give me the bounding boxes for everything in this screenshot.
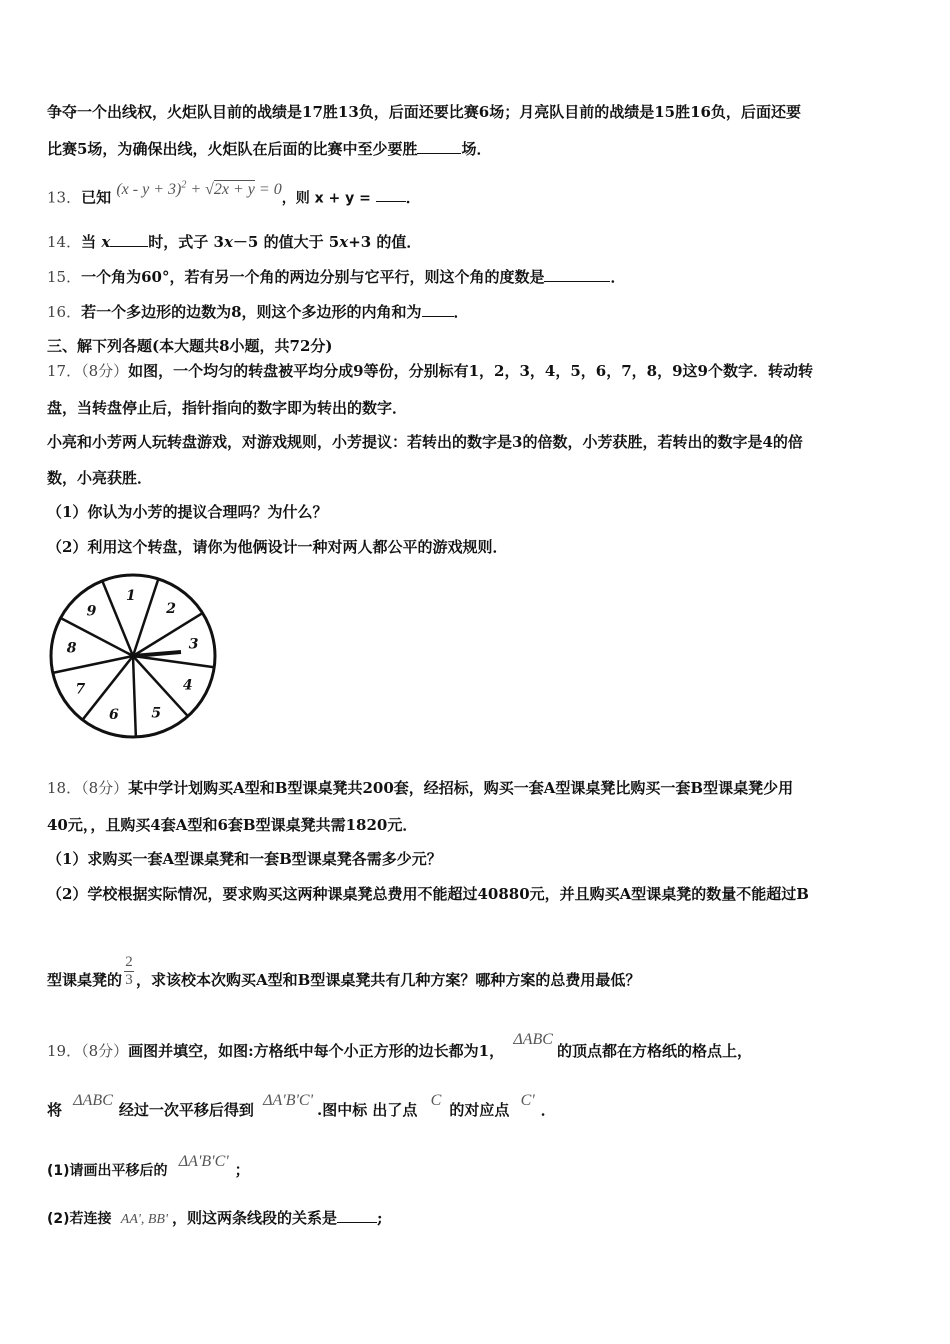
- q14-text-d: +3 的值．: [348, 233, 422, 251]
- point-c-prime: C': [520, 1092, 535, 1109]
- point-c: C: [430, 1092, 442, 1109]
- score: （8分）: [81, 362, 129, 380]
- spinner-divider: [133, 656, 214, 667]
- spinner-sector-label: 3: [188, 636, 199, 653]
- q17-line4: 数，小亮获胜．: [47, 469, 153, 487]
- q17-sub2: （2）利用这个转盘，请你为他俩设计一种对两人都公平的游戏规则．: [47, 538, 508, 556]
- q12-line2-text: 比赛5场，为确保出线，火炬队在后面的比赛中至少要胜: [47, 140, 418, 158]
- fraction-denominator: 3: [125, 971, 133, 988]
- q13-plus: +: [186, 181, 206, 199]
- section-heading: 三、解下列各题(本大题共8小题，共72分): [47, 337, 333, 355]
- q19-sub2-b: ，则这两条线段的关系是: [171, 1209, 337, 1227]
- q16-end: ．: [453, 303, 469, 321]
- q17-line3: 小亮和小芳两人玩转盘游戏，对游戏规则，小芳提议：若转出的数字是3的倍数，小芳获胜，若转出的数字是4的倍: [47, 433, 803, 451]
- q15: [47, 267, 626, 287]
- q17-sub1: （1）你认为小芳的提议合理吗？为什么？: [47, 503, 328, 521]
- q12-line1: 争夺一个出线权，火炬队目前的战绩是17胜13负，后面还要比赛6场；月亮队目前的战绩是15胜16负，后面还要: [47, 103, 801, 121]
- q17-line2: 盘，当转盘停止后，指针指向的数字即为转出的数字．: [47, 399, 408, 417]
- answer-blank: [544, 267, 610, 282]
- spinner-sector-label: 6: [108, 707, 119, 724]
- q19-sub1-b: ；: [234, 1161, 250, 1179]
- question-number: 19．: [47, 1042, 82, 1060]
- q13-expr-a: (x - y + 3): [116, 181, 182, 199]
- spinner-sector-label: 4: [182, 677, 193, 694]
- q13-equation: [116, 181, 281, 198]
- q14-text-c: －5 的值大于 5: [232, 233, 340, 251]
- spinner-divider: [133, 579, 158, 656]
- q19-sub1-a: (1)请画出平移后的: [47, 1163, 168, 1179]
- answer-blank: [337, 1208, 377, 1223]
- score: （8分）: [81, 1042, 129, 1060]
- q19-text-b: 的顶点都在方格纸的格点上，: [556, 1042, 752, 1060]
- q18-line5: [47, 953, 641, 1000]
- q13-end: ．: [405, 188, 421, 207]
- answer-blank: [376, 187, 406, 202]
- q16-text: 若一个多边形的边数为8，则这个多边形的内角和为: [81, 303, 422, 321]
- triangle-abc-ref: ΔABC: [73, 1092, 113, 1109]
- fraction: [124, 955, 134, 988]
- triangle-abc: ΔABC: [513, 1031, 553, 1048]
- q14-var2: x: [223, 233, 233, 251]
- spinner-sector-label: 9: [86, 603, 97, 620]
- q19-line1: [47, 1031, 752, 1062]
- q19-line2-d: 的对应点: [449, 1101, 510, 1119]
- answer-blank: [422, 302, 454, 317]
- q19-sub2-c: ;: [377, 1209, 383, 1227]
- q15-end: ．: [610, 268, 626, 286]
- sqrt-icon: √: [205, 181, 214, 199]
- fraction-numerator: 2: [125, 953, 133, 970]
- spinner-sector-label: 1: [125, 588, 136, 605]
- question-number: 15．: [47, 268, 82, 286]
- q18-line2: 40元，，且购买4套A型和6套B型课桌凳共需1820元．: [47, 816, 418, 834]
- question-number: 14．: [47, 233, 82, 251]
- q18-line1: [47, 778, 793, 798]
- score: （8分）: [81, 779, 129, 797]
- q13-eq: = 0: [254, 181, 282, 199]
- triangle-a1b1c1-ref: ΔA'B'C': [178, 1153, 229, 1170]
- question-number: 18．: [47, 779, 82, 797]
- q12-line2-end: 场．: [461, 140, 492, 158]
- spinner-sector-label: 8: [66, 640, 77, 657]
- q13-pre: 已知: [81, 188, 112, 207]
- q19-line2-c: .图中标 出了点: [316, 1101, 418, 1119]
- q19-line2-b: 经过一次平移后得到: [118, 1101, 254, 1119]
- q18-line5-post: ，求该校本次购买A型和B型课桌凳共有几种方案？哪种方案的总费用最低？: [136, 971, 641, 989]
- answer-blank: [417, 139, 461, 154]
- q19-line2-a: 将: [47, 1101, 63, 1119]
- q19-sub2: [47, 1208, 383, 1230]
- q13-exp: 2: [181, 180, 187, 191]
- question-number: 16．: [47, 303, 82, 321]
- triangle-a1b1c1: ΔA'B'C': [263, 1092, 313, 1109]
- q19-sub1: [47, 1153, 250, 1181]
- q14-var3: x: [339, 233, 349, 251]
- q17-line1: [47, 361, 813, 381]
- question-number: 17．: [47, 362, 82, 380]
- q14: [47, 232, 421, 252]
- q14-text-b: 时，式子 3: [148, 233, 224, 251]
- q12-line2: [47, 139, 491, 159]
- segments-aa-bb: AA', BB': [120, 1212, 168, 1227]
- spinner-wheel-figure: [48, 570, 238, 745]
- q19-line2: [47, 1092, 556, 1121]
- q18-text: 某中学计划购买A型和B型课桌凳共200套，经招标，购买一套A型课桌凳比购买一套B型课桌凳少用: [128, 779, 794, 797]
- q13-post: ，则 x + y =: [281, 190, 376, 207]
- question-number: 13．: [47, 188, 82, 207]
- q18-line5-pre: 型课桌凳的: [47, 971, 123, 989]
- q14-var: x: [101, 233, 111, 251]
- q19-sub2-a: (2)若连接: [47, 1211, 112, 1227]
- q19-text-a: 画图并填空，如图:方格纸中每个小正方形的边长都为1，: [128, 1042, 505, 1060]
- q19-line2-e: ．: [540, 1101, 556, 1119]
- q17-text: 如图，一个均匀的转盘被平均分成9等份，分别标有1，2，3，4，5，6，7，8，9这9个数字．转动转: [128, 362, 813, 380]
- spinner-sector-label: 7: [75, 681, 86, 698]
- answer-blank: [110, 232, 148, 247]
- q16: [47, 302, 469, 322]
- q13: [47, 180, 421, 208]
- spinner-divider: [133, 656, 136, 737]
- spinner-sector-label: 2: [166, 600, 177, 617]
- q18-sub2: （2）学校根据实际情况，要求购买这两种课桌凳总费用不能超过40880元，并且购买A型课桌凳的数量不能超过B: [47, 885, 809, 903]
- q18-sub1: （1）求购买一套A型课桌凳和一套B型课桌凳各需多少元？: [47, 850, 442, 868]
- q13-radicand: 2x + y: [213, 181, 255, 199]
- spinner-sector-label: 5: [151, 705, 162, 722]
- q14-text-a: 当: [81, 233, 102, 251]
- q15-text: 一个角为60°，若有另一个角的两边分别与它平行，则这个角的度数是: [81, 268, 545, 286]
